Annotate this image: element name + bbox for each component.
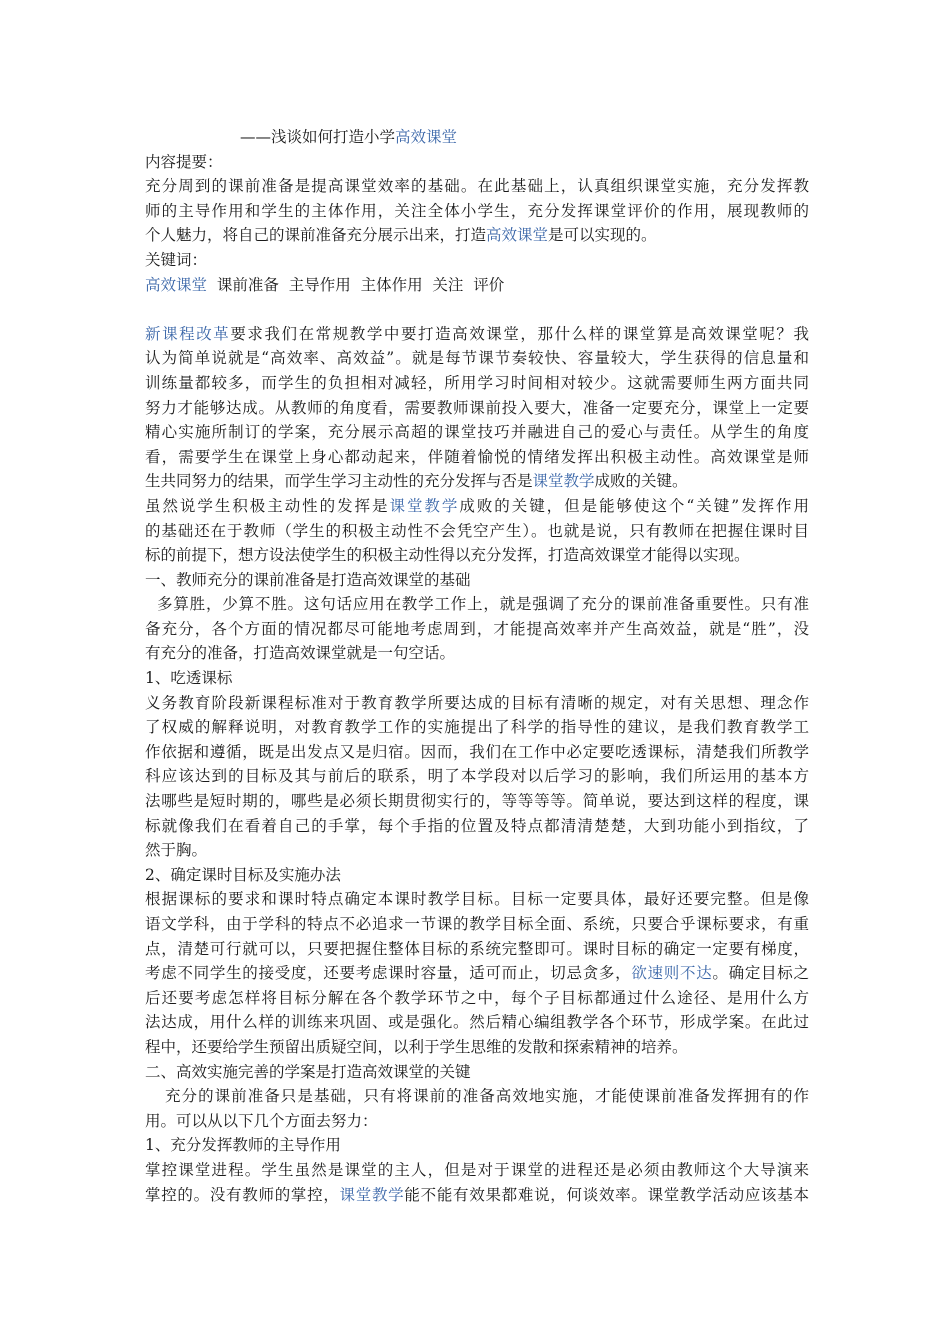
link-xin-kecheng-gaige[interactable]: 新课程改革 (145, 324, 231, 343)
link-gaoxiao-ketang[interactable]: 高效课堂 (486, 226, 549, 245)
keywords-line (145, 273, 809, 298)
intro-line-4: 努力才能够达成。从教师的角度看，需要教师课前投入要大，准备一定要充分，课堂上一定要 (145, 398, 809, 417)
section1-line-3: 有充分的准备，打造高效课堂就是一句空话。 (145, 644, 456, 663)
para2-text: 成败的关键，但是能够使这个“关键”发挥作用 (459, 496, 809, 515)
intro-line-1 (145, 322, 809, 347)
keywords-text: 课前准备 主导作用 主体作用 关注 评价 (207, 275, 505, 294)
sub2-heading: 2、确定课时目标及实施办法 (145, 865, 341, 884)
intro-text: 要求我们在常规教学中要打造高效课堂，那什么样的课堂算是高效课堂呢？我 (230, 324, 809, 343)
sub2-text: 考虑不同学生的接受度，还要考虑课时容量，适可而止，切忌贪多， (145, 964, 632, 983)
summary-text: 个人魅力，将自己的课前准备充分展示出来，打造 (145, 226, 487, 245)
para2-text: 虽然说学生积极主动性的发挥是 (145, 496, 390, 515)
sub2-line-7: 程中，还要给学生预留出质疑空间，以利于学生思维的发散和探索精神的培养。 (145, 1037, 688, 1056)
keywords-label: 关键词： (145, 250, 208, 269)
subtitle-text: ——浅谈如何打造小学 (240, 128, 396, 146)
summary-label: 内容提要： (145, 152, 223, 171)
summary-line-1: 充分周到的课前准备是提高课堂效率的基础。在此基础上，认真组织课堂实施，充分发挥教 (145, 177, 809, 196)
summary-line-3 (145, 223, 809, 248)
para2-line-2: 的基础还在于教师（学生的积极主动性不会凭空产生）。也就是说，只有教师在把握住课时目 (145, 521, 809, 540)
summary-text: 是可以实现的。 (548, 226, 657, 245)
paragraph-gap (145, 297, 809, 322)
link-gaoxiao-ketang[interactable]: 高效课堂 (145, 275, 208, 294)
section1-line-2: 备充分，各个方面的情况都尽可能地考虑周到，才能提高效率并产生高效益，就是“胜”，没 (145, 619, 809, 638)
sub1-line-7: 然于胸。 (145, 841, 208, 860)
intro-line-5: 精心实施所制订的学案，充分展示高超的课堂技巧并融进自己的爱心与责任。从学生的角度 (145, 423, 809, 442)
sub3-heading: 1、充分发挥教师的主导作用 (145, 1136, 341, 1155)
sub3-text: 掌控的。没有教师的掌控， (145, 1185, 340, 1204)
section2-line-1: 充分的课前准备只是基础，只有将课前的准备高效地实施，才能使课前准备发挥拥有的作 (165, 1087, 809, 1106)
summary-line-2: 师的主导作用和学生的主体作用，关注全体小学生，充分发挥课堂评价的作用，展现教师的 (145, 201, 809, 220)
sub1-line-3: 作依据和遵循，既是出发点又是归宿。因而，我们在工作中必定要吃透课标，清楚我们所教学 (145, 742, 809, 761)
subtitle (145, 125, 809, 150)
section2-heading: 二、高效实施完善的学案是打造高效课堂的关键 (145, 1062, 471, 1081)
link-ketang-jiaoxue[interactable]: 课堂教学 (389, 496, 460, 515)
intro-line-7 (145, 469, 809, 494)
intro-line-3: 训练量都较多，而学生的负担相对减轻，所用学习时间相对较少。这就需要师生两方面共同 (145, 373, 809, 392)
sub1-line-5: 法哪些是短时期的，哪些是必须长期贯彻实行的，等等等等。简单说，要达到这样的程度，课 (145, 792, 809, 811)
sub1-line-1: 义务教育阶段新课程标准对于教育教学所要达成的目标有清晰的规定，对有关思想、理念作 (145, 693, 809, 712)
sub3-line-1: 掌控课堂进程。学生虽然是课堂的主人，但是对于课堂的进程还是必须由教师这个大导演来 (145, 1160, 809, 1179)
sub2-line-3: 点，清楚可行就可以，只要把握住整体目标的系统完整即可。课时目标的确定一定要有梯度， (145, 939, 809, 958)
intro-line-2: 认为简单说就是“高效率、高效益”。就是每节课节奏较快、容量较大，学生获得的信息量和 (145, 349, 809, 368)
sub2-line-2: 语文学科，由于学科的特点不必追求一节课的教学目标全面、系统，只要合乎课标要求，有重 (145, 915, 809, 933)
sub1-line-6: 标就像我们在看着自己的手掌，每个手指的位置及特点都清清楚楚，大到功能小到指纹，了 (145, 816, 809, 835)
section1-line-1: 多算胜，少算不胜。这句话应用在教学工作上，就是强调了充分的课前准备重要性。只有准 (157, 595, 809, 614)
para2-line-3: 标的前提下，想方设法使学生的积极主动性得以充分发挥，打造高效课堂才能得以实现。 (145, 546, 750, 565)
sub2-line-4 (145, 961, 809, 986)
para2-line-1 (145, 494, 809, 519)
intro-line-6: 看，需要学生在课堂上身心都动起来，伴随着愉悦的情绪发挥出积极主动性。高效课堂是师 (145, 447, 809, 466)
section2-line-2: 用。可以从以下几个方面去努力： (145, 1111, 378, 1130)
link-gaoxiao-ketang[interactable]: 高效课堂 (395, 128, 458, 146)
link-ketang-jiaoxue[interactable]: 课堂教学 (532, 472, 595, 491)
intro-text: 成败的关键。 (594, 472, 688, 491)
sub1-heading: 1、吃透课标 (145, 669, 233, 688)
link-yusu-ze-buda[interactable]: 欲速则不达 (631, 964, 713, 983)
sub3-line-2 (145, 1183, 809, 1208)
intro-text: 生共同努力的结果，而学生学习主动性的充分发挥与否是 (145, 472, 533, 491)
sub2-line-6: 法达成，用什么样的训练来巩固、或是强化。然后精心编组教学各个环节，形成学案。在此过 (145, 1013, 809, 1032)
sub1-line-4: 科应该达到的目标及其与前后的联系，明了本学段对以后学习的影响，我们所运用的基本方 (145, 767, 809, 786)
sub1-line-2: 了权威的解释说明，对教育教学工作的实施提出了科学的指导性的建议，是我们教育教学工 (145, 718, 809, 737)
link-ketang-jiaoxue[interactable]: 课堂教学 (339, 1185, 405, 1204)
document-body (145, 125, 809, 1207)
sub2-line-1: 根据课标的要求和课时特点确定本课时教学目标。目标一定要具体，最好还要完整。但是像 (145, 890, 809, 909)
sub2-line-5: 后还要考虑怎样将目标分解在各个教学环节之中，每个子目标都通过什么途径、是用什么方 (145, 988, 809, 1007)
sub3-text: 能不能有效果都难说，何谈效率。课堂教学活动应该基本 (404, 1185, 809, 1204)
section1-heading: 一、教师充分的课前准备是打造高效课堂的基础 (145, 570, 471, 589)
sub2-text: 。确定目标之 (712, 964, 809, 983)
